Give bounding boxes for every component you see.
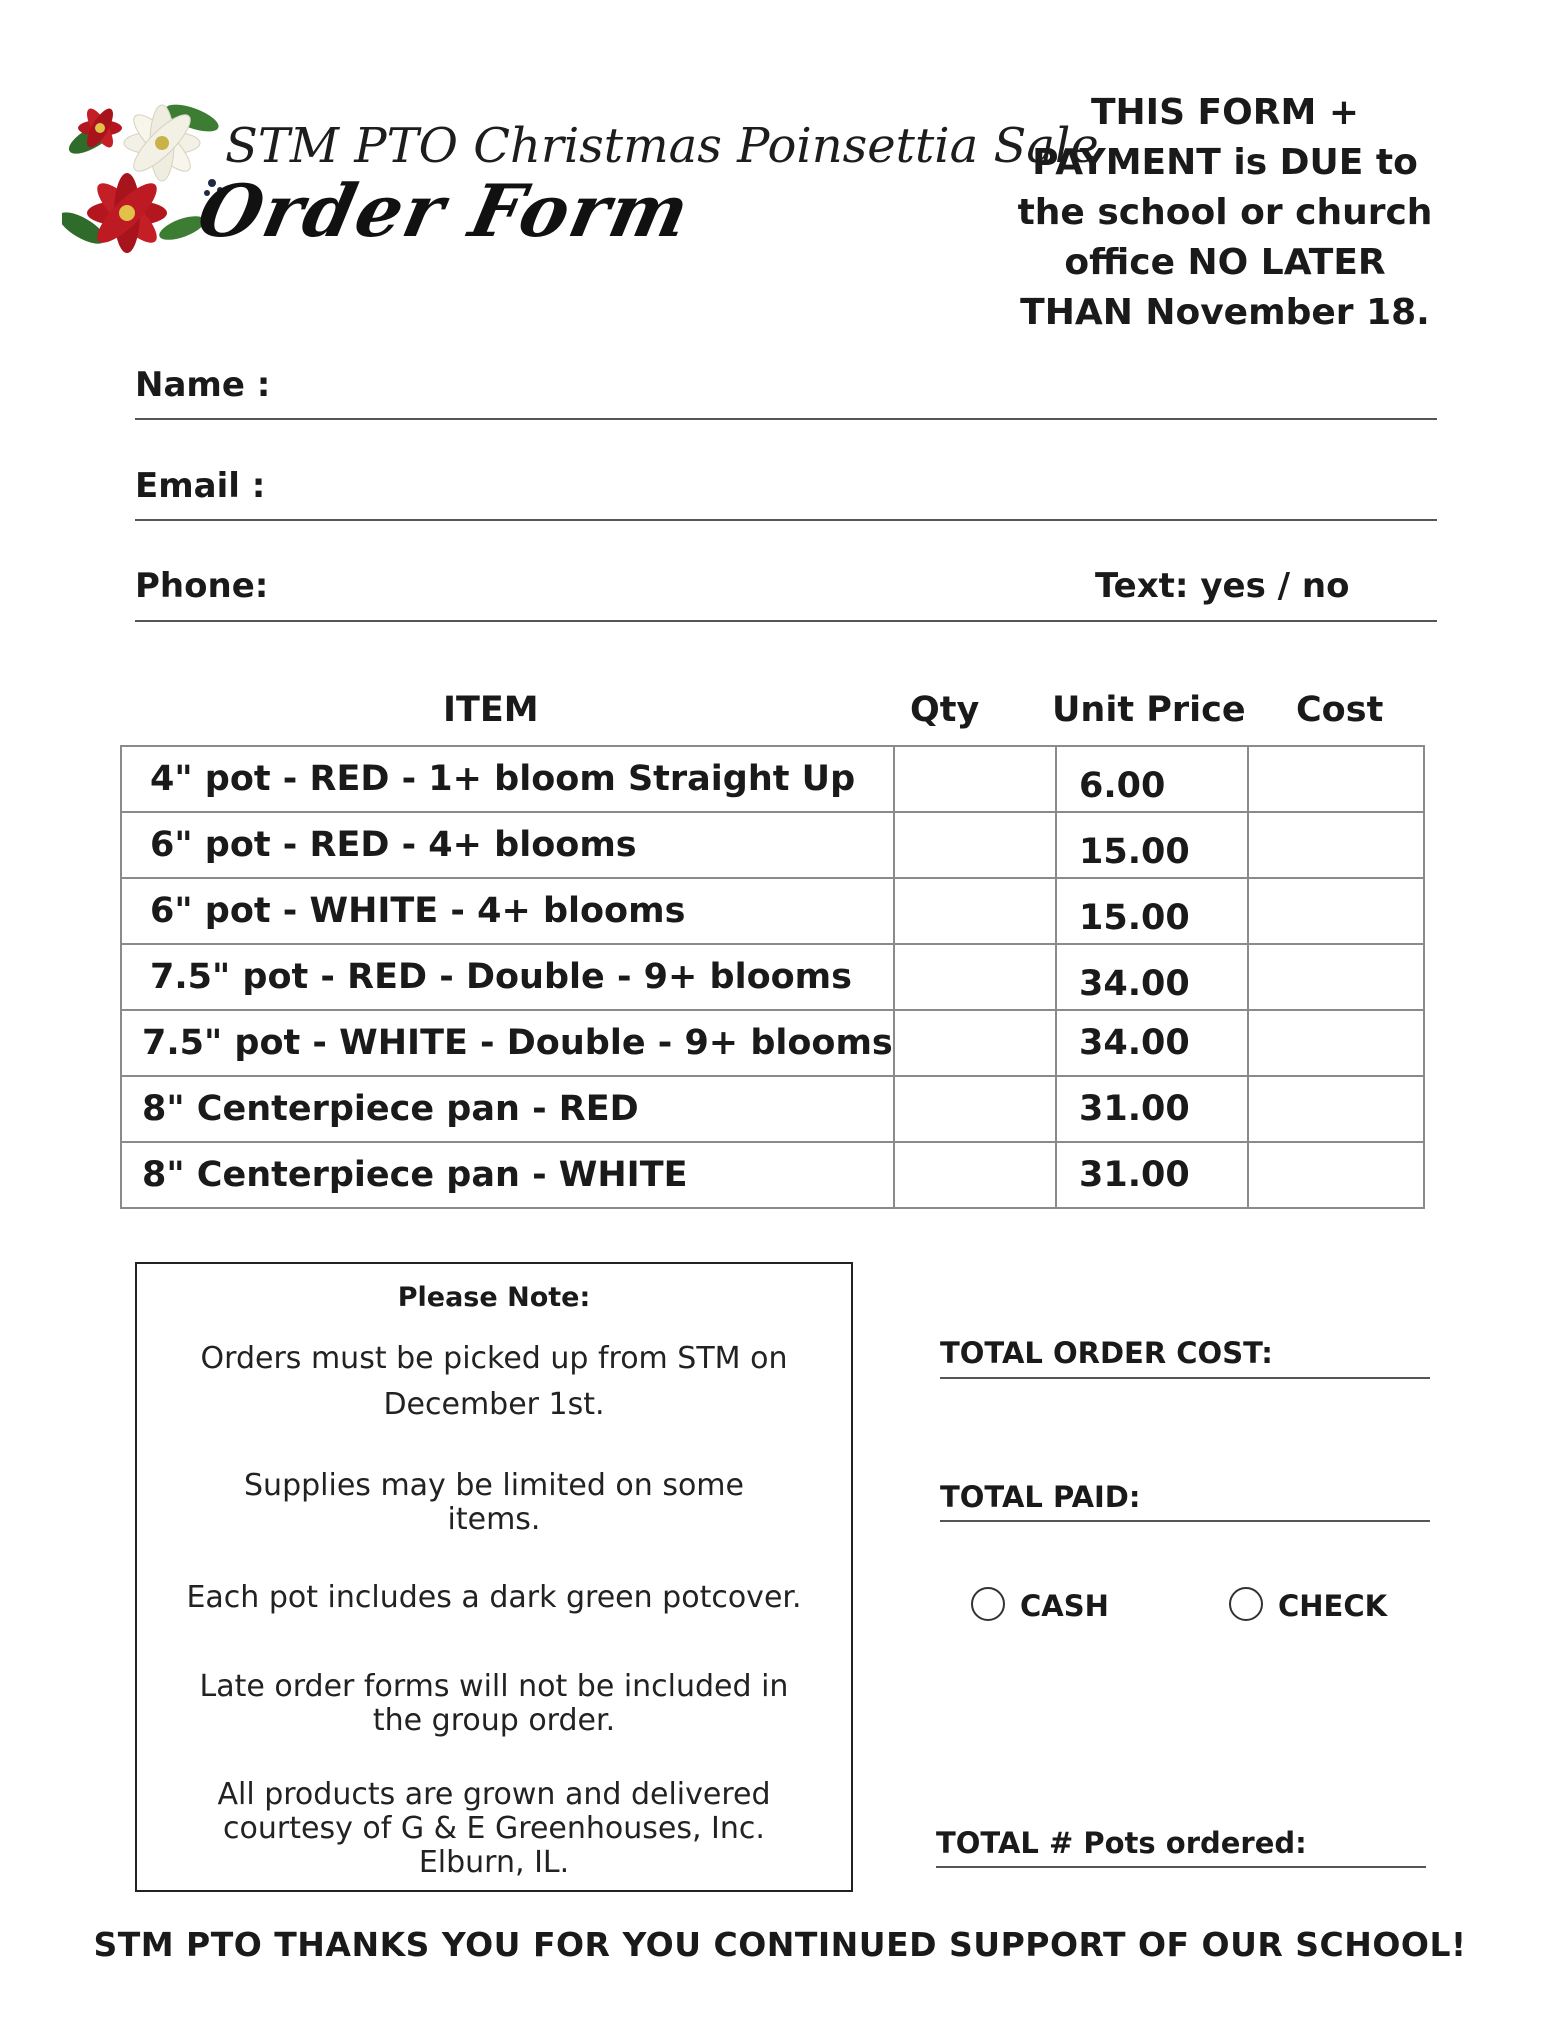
due-notice bbox=[1005, 88, 1445, 338]
header-unit-price: Unit Price bbox=[1052, 690, 1246, 730]
item-cell: 6" pot - RED - 4+ blooms bbox=[121, 812, 894, 878]
qty-cell[interactable] bbox=[894, 1010, 1056, 1076]
qty-cell[interactable] bbox=[894, 1142, 1056, 1208]
price-cell: 31.00 bbox=[1056, 1142, 1248, 1208]
header-cost: Cost bbox=[1296, 690, 1384, 730]
price-cell: 34.00 bbox=[1056, 1010, 1248, 1076]
due-line: THAN November 18. bbox=[1020, 292, 1430, 333]
price-cell: 15.00 bbox=[1056, 878, 1248, 944]
item-cell: 8" Centerpiece pan - WHITE bbox=[121, 1142, 894, 1208]
note-paragraph: Each pot includes a dark green potcover. bbox=[186, 1580, 802, 1615]
cost-cell[interactable] bbox=[1248, 944, 1424, 1010]
qty-cell[interactable] bbox=[894, 1076, 1056, 1142]
cost-cell[interactable] bbox=[1248, 878, 1424, 944]
table-row bbox=[121, 746, 1424, 812]
table-row bbox=[121, 878, 1424, 944]
qty-cell[interactable] bbox=[894, 944, 1056, 1010]
cash-label: CASH bbox=[1020, 1589, 1109, 1623]
cost-cell[interactable] bbox=[1248, 812, 1424, 878]
email-label: Email : bbox=[135, 466, 266, 506]
due-line: PAYMENT is DUE to bbox=[1032, 142, 1418, 183]
item-cell: 6" pot - WHITE - 4+ blooms bbox=[121, 878, 894, 944]
total-pots-label: TOTAL # Pots ordered: bbox=[936, 1826, 1307, 1860]
price-cell: 31.00 bbox=[1056, 1076, 1248, 1142]
qty-cell[interactable] bbox=[894, 746, 1056, 812]
total-pots-field[interactable] bbox=[936, 1866, 1426, 1868]
table-row bbox=[121, 812, 1424, 878]
total-paid-label: TOTAL PAID: bbox=[940, 1480, 1141, 1514]
table-row bbox=[121, 944, 1424, 1010]
total-order-cost-label: TOTAL ORDER COST: bbox=[940, 1336, 1273, 1370]
table-row bbox=[121, 1142, 1424, 1208]
table-row bbox=[121, 1076, 1424, 1142]
email-field[interactable] bbox=[135, 519, 1437, 521]
due-line: THIS FORM + bbox=[1091, 92, 1359, 133]
cost-cell[interactable] bbox=[1248, 746, 1424, 812]
phone-label: Phone: bbox=[135, 566, 269, 606]
note-title: Please Note: bbox=[397, 1282, 591, 1313]
cost-cell[interactable] bbox=[1248, 1010, 1424, 1076]
due-line: office NO LATER bbox=[1064, 242, 1386, 283]
check-label: CHECK bbox=[1278, 1589, 1388, 1623]
cost-cell[interactable] bbox=[1248, 1076, 1424, 1142]
due-line: the school or church bbox=[1017, 192, 1433, 233]
phone-field[interactable] bbox=[135, 620, 1437, 622]
cash-radio[interactable] bbox=[971, 1587, 1005, 1621]
note-paragraph: Orders must be picked up from STM on December 1st. bbox=[200, 1341, 788, 1422]
item-cell: 7.5" pot - WHITE - Double - 9+ blooms bbox=[121, 1010, 894, 1076]
note-paragraph: All products are grown and delivered courtesy of G & E Greenhouses, Inc. Elburn, IL. bbox=[217, 1777, 771, 1880]
price-cell: 15.00 bbox=[1056, 812, 1248, 878]
note-box bbox=[135, 1262, 853, 1892]
item-cell: 7.5" pot - RED - Double - 9+ blooms bbox=[121, 944, 894, 1010]
note-paragraph: Late order forms will not be included in the group order. bbox=[199, 1669, 789, 1738]
name-label: Name : bbox=[135, 365, 271, 405]
item-cell: 8" Centerpiece pan - RED bbox=[121, 1076, 894, 1142]
cost-cell[interactable] bbox=[1248, 1142, 1424, 1208]
price-cell: 6.00 bbox=[1056, 746, 1248, 812]
note-paragraph: Supplies may be limited on some items. bbox=[244, 1468, 744, 1537]
footer-thanks: STM PTO THANKS YOU FOR YOU CONTINUED SUPPORT OF OUR SCHOOL! bbox=[93, 1925, 1467, 1964]
qty-cell[interactable] bbox=[894, 878, 1056, 944]
qty-cell[interactable] bbox=[894, 812, 1056, 878]
header-qty: Qty bbox=[910, 690, 980, 730]
name-field[interactable] bbox=[135, 418, 1437, 420]
form-title: STM PTO Christmas Poinsettia Sale bbox=[225, 118, 1099, 174]
order-table bbox=[120, 745, 1425, 1209]
header-item: ITEM bbox=[443, 690, 539, 730]
item-cell: 4" pot - RED - 1+ bloom Straight Up bbox=[121, 746, 894, 812]
price-cell: 34.00 bbox=[1056, 944, 1248, 1010]
check-radio[interactable] bbox=[1229, 1587, 1263, 1621]
table-row bbox=[121, 1010, 1424, 1076]
total-paid-field[interactable] bbox=[940, 1520, 1430, 1522]
form-subtitle: Order Form bbox=[190, 168, 699, 253]
total-order-cost-field[interactable] bbox=[940, 1377, 1430, 1379]
text-opt-in[interactable]: Text: yes / no bbox=[1095, 566, 1350, 606]
